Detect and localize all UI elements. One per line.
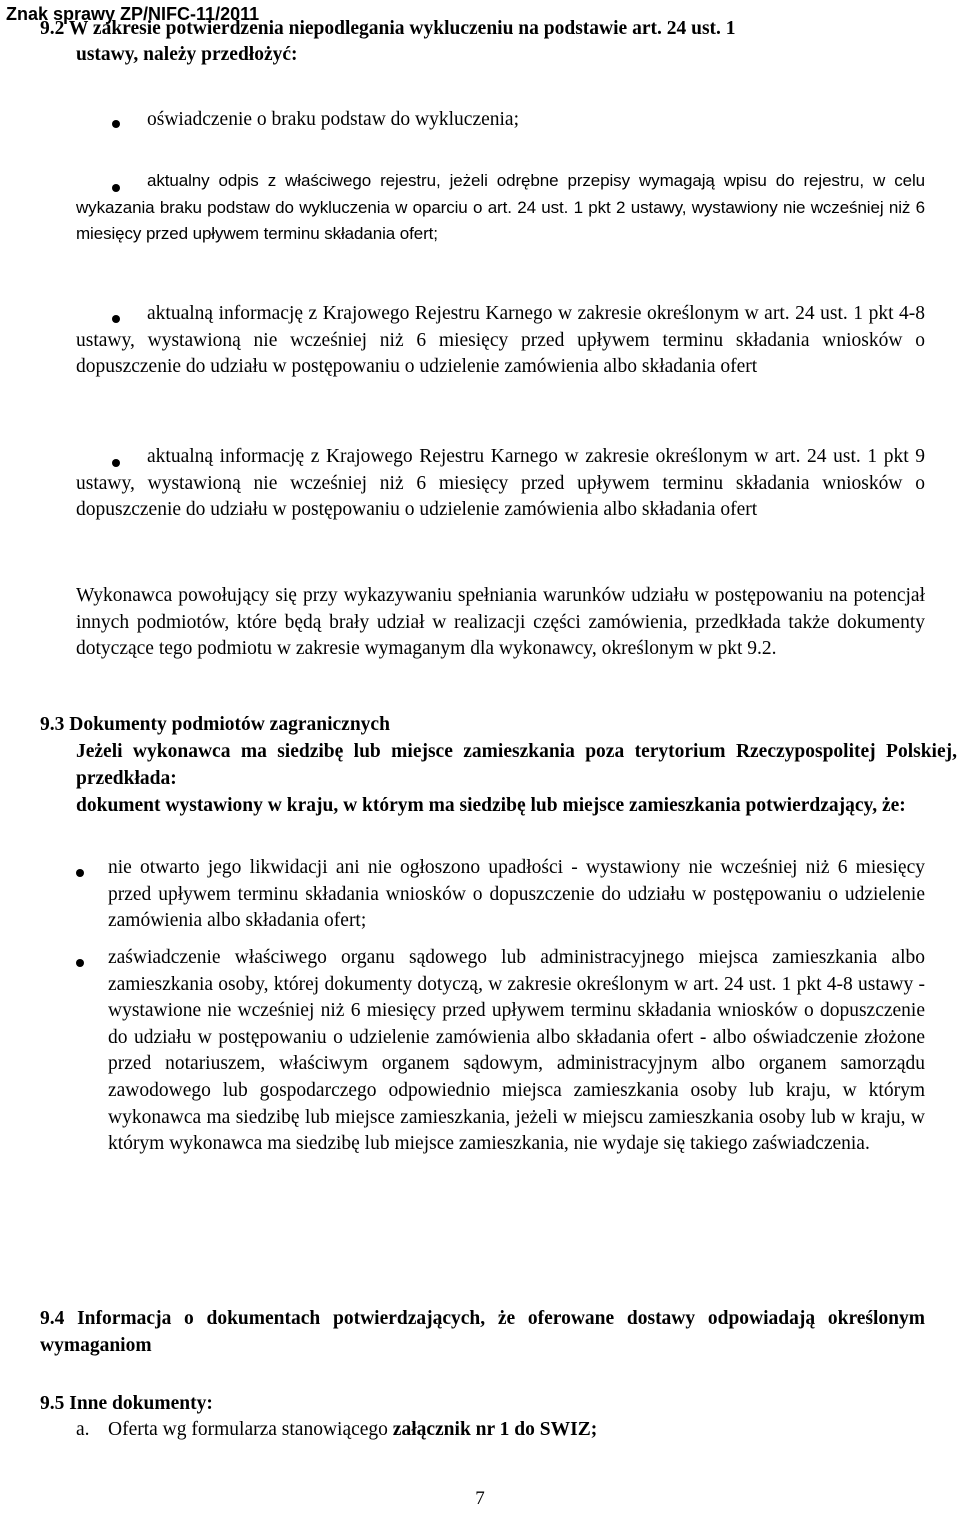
- list-item: aktualny odpis z właściwego rejestru, jeżeli odrębne przepisy wymagają wpisu do rejestru, w celu wykazania braku podstaw do wykluczenia w oparciu o art. 24 ust. 1 pkt 2 ustawy, wystawiony nie wcześniej niż 6 miesięcy przed upływem terminu składania ofert;: [76, 171, 925, 244]
- section-9-4-heading: 9.4 Informacja o dokumentach potwierdzających, że oferowane dostawy odpowiadają określonym wymaganiom: [40, 1308, 925, 1356]
- item-a-text: Oferta wg formularza stanowiącego: [108, 1419, 388, 1440]
- section-9-3-intro: Jeżeli wykonawca ma siedzibę lub miejsce zamieszkania poza terytorium Rzeczypospolitej Polskiej, przedkłada:: [76, 741, 957, 789]
- item-a-letter: a.: [76, 1419, 90, 1440]
- case-number: Znak sprawy ZP/NIFC-11/2011: [6, 4, 260, 24]
- item-a-bold: załącznik nr 1 do SWIZ;: [392, 1419, 598, 1440]
- bullet-icon: [76, 959, 84, 967]
- section-9-2-heading-line1: 9.2 W zakresie potwierdzenia niepodlegania wykluczeniu na podstawie art. 24 ust. 1: [40, 18, 736, 39]
- list-item: oświadczenie o braku podstaw do wykluczenia;: [147, 109, 520, 130]
- bullet-icon: [76, 869, 84, 877]
- section-9-2-heading-line2: ustawy, należy przedłożyć:: [76, 44, 298, 65]
- section-9-2-note: Wykonawca powołujący się przy wykazywaniu spełniania warunków udziału w postępowaniu na potencjał innych podmiotów, które będą brały udział w realizacji części zamówienia, przedkłada także dokumenty dotyczące tego podmiotu w zakresie wymaganym dla wykonawcy, określonym w pkt 9.2.: [76, 585, 925, 660]
- list-item: nie otwarto jego likwidacji ani nie ogłoszono upadłości - wystawiony nie wcześniej niż 6 miesięcy przed upływem terminu składania wniosków o dopuszczenie do udziału w postępowaniu o udzielenie zamówienia albo składania ofert;: [108, 857, 925, 932]
- section-9-3-intro2: dokument wystawiony w kraju, w którym ma siedzibę lub miejsce zamieszkania potwierdzający, że:: [76, 795, 906, 816]
- page-number: 7: [475, 1488, 485, 1509]
- bullet-icon: [112, 120, 120, 128]
- section-9-5-heading: 9.5 Inne dokumenty:: [40, 1393, 213, 1414]
- list-item: aktualną informację z Krajowego Rejestru Karnego w zakresie określonym w art. 24 ust. 1 pkt 4-8 ustawy, wystawioną nie wcześniej niż 6 miesięcy przed upływem terminu składania wniosków o dopuszczenie do udziału w postępowaniu o udzielenie zamówienia albo składania ofert: [76, 303, 925, 378]
- section-9-3-heading: 9.3 Dokumenty podmiotów zagranicznych: [40, 714, 390, 735]
- list-item: zaświadczenie właściwego organu sądowego lub administracyjnego miejsca zamieszkania albo zamieszkania osoby, której dokumenty dotyczą, w zakresie określonym w art. 24 ust. 1 pkt 4-8 ustawy - wystawione nie wcześniej niż 6 miesięcy przed upływem terminu składania wniosków o dopuszczenie do udziału w postępowaniu o udzielenie zamówienia albo składania ofert - albo oświadczenie złożone przed notariuszem, właściwym organem sądowym, administracyjnym albo organem samorządu zawodowego lub gospodarczego odpowiednio miejsca zamieszkania osoby lub kraju, w którym wykonawca ma siedzibę lub miejsce zamieszkania, jeżeli w miejscu zamieszkania osoby lub w kraju, w którym wykonawca ma siedzibę lub miejsce zamieszkania, nie wydaje się takiego zaświadczenia.: [108, 947, 925, 1155]
- item-a: [108, 1417, 597, 1444]
- list-item: aktualną informację z Krajowego Rejestru Karnego w zakresie określonym w art. 24 ust. 1 pkt 9 ustawy, wystawioną nie wcześniej niż 6 miesięcy przed upływem terminu składania wniosków o dopuszczenie do udziału w postępowaniu o udzielenie zamówienia albo składania ofert: [76, 446, 925, 521]
